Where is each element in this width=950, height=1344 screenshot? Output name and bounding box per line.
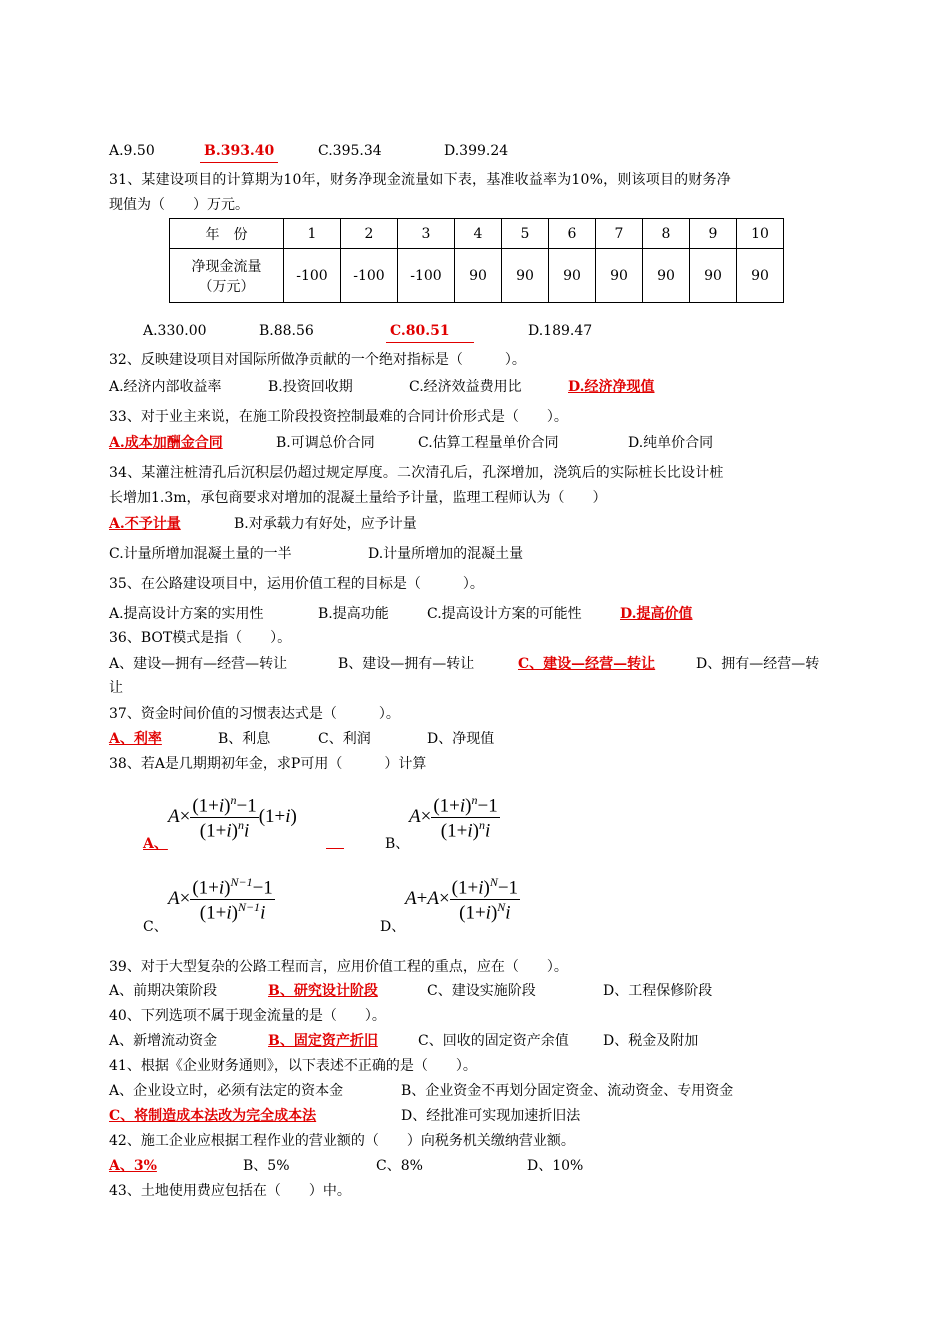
- q34-option-c: C.计量所增加混凝土量的一半: [109, 546, 292, 562]
- q33-option-b: B.可调总价合同: [276, 435, 375, 451]
- table-cell: 2: [341, 219, 398, 249]
- q30-option-d: D.399.24: [444, 143, 509, 159]
- q39-option-c: C、建设实施阶段: [427, 983, 536, 999]
- q37-option-a-answer: A、利率: [109, 731, 162, 747]
- q36-option-a: A、建设—拥有—经营—转让: [109, 656, 288, 672]
- row-label-line2: （万元）: [198, 278, 255, 295]
- table-cell: 8: [643, 219, 690, 249]
- q33-option-a-answer: A.成本加酬金合同: [109, 435, 223, 451]
- q31-option-b: B.88.56: [259, 323, 314, 339]
- cashflow-table: [169, 218, 784, 303]
- q42-option-a-answer: A、3%: [109, 1158, 157, 1174]
- q37-option-d: D、净现值: [427, 731, 495, 747]
- formula-option-c: A× $\frac{(1+i)^{N-1}-1}{(1+i)^{N-1}i}$: [168, 875, 273, 924]
- q34-option-b: B.对承载力有好处，应予计量: [234, 516, 417, 532]
- table-cell: -100: [284, 249, 341, 303]
- q32-option-b: B.投资回收期: [268, 379, 353, 395]
- q39-option-b-answer: B、研究设计阶段: [268, 983, 378, 999]
- q39-option-d: D、工程保修阶段: [603, 983, 713, 999]
- q31-option-a: A.330.00: [143, 323, 207, 339]
- q42-option-c: C、8%: [376, 1158, 423, 1174]
- q41-option-a: A、企业设立时，必须有法定的资本金: [109, 1083, 344, 1099]
- q40-option-d: D、税金及附加: [603, 1033, 699, 1049]
- table-cell: 4: [455, 219, 502, 249]
- q35-option-c: C.提高设计方案的可能性: [427, 606, 582, 622]
- q41-option-d: D、经批准可实现加速折旧法: [401, 1108, 581, 1124]
- q32-question: 32、反映建设项目对国际所做净贡献的一个绝对指标是（ ）。: [109, 352, 526, 368]
- q35-option-a: A.提高设计方案的实用性: [109, 606, 264, 622]
- q40-option-b-answer: B、固定资产折旧: [268, 1033, 378, 1049]
- q34-question-line2: 长增加1.3m，承包商要求对增加的混凝土量给予计量，监理工程师认为（ ）: [109, 490, 607, 506]
- q33-option-d: D.纯单价合同: [628, 435, 714, 451]
- q31-option-d: D.189.47: [528, 323, 593, 339]
- formula-option-b: A× $\frac{(1+i)^n-1}{(1+i)^ni}$: [409, 793, 498, 842]
- q36-option-c-answer: C、建设—经营—转让: [518, 656, 656, 672]
- table-cell: 90: [455, 249, 502, 303]
- q38-option-a-answer: A、: [143, 836, 168, 852]
- q37-question: 37、资金时间价值的习惯表达式是（ ）。: [109, 706, 400, 722]
- table-cell: -100: [341, 249, 398, 303]
- q35-option-b: B.提高功能: [318, 606, 389, 622]
- q42-question: 42、施工企业应根据工程作业的营业额的（ ）向税务机关缴纳营业额。: [109, 1133, 575, 1149]
- q35-option-d-answer: D.提高价值: [620, 606, 693, 622]
- q33-question: 33、对于业主来说，在施工阶段投资控制最难的合同计价形式是（ ）。: [109, 409, 568, 425]
- table-row-flows: [170, 249, 784, 303]
- table-cell: 90: [596, 249, 643, 303]
- q30-option-a: A.9.50: [109, 143, 155, 159]
- q30-option-c: C.395.34: [318, 143, 382, 159]
- q39-question: 39、对于大型复杂的公路工程而言，应用价值工程的重点，应在（ ）。: [109, 959, 568, 975]
- table-cell: 9: [690, 219, 737, 249]
- q31-option-c-answer: C.80.51: [386, 321, 474, 343]
- q36-option-b: B、建设—拥有—转让: [338, 656, 475, 672]
- q32-option-a: A.经济内部收益率: [109, 379, 222, 395]
- q32-option-d-answer: D.经济净现值: [568, 379, 655, 395]
- table-cell: 10: [737, 219, 784, 249]
- q36-option-d-continued: 让: [109, 680, 123, 696]
- q40-question: 40、下列选项不属于现金流量的是（ ）。: [109, 1008, 386, 1024]
- q42-option-b: B、5%: [243, 1158, 290, 1174]
- q38-option-b: B、: [385, 836, 410, 852]
- q41-question: 41、根据《企业财务通则》，以下表述不正确的是（ ）。: [109, 1058, 477, 1074]
- q41-option-b: B、企业资金不再划分固定资金、流动资金、专用资金: [401, 1083, 734, 1099]
- table-cell: 90: [549, 249, 596, 303]
- table-cell: 90: [502, 249, 549, 303]
- q38-option-c: C、: [143, 919, 168, 935]
- q41-option-c-answer: C、将制造成本法改为完全成本法: [109, 1108, 317, 1124]
- table-cell: 5: [502, 219, 549, 249]
- answer-underline-mark: [326, 834, 344, 849]
- q34-question-line1: 34、某灌注桩清孔后沉积层仍超过规定厚度。二次清孔后，孔深增加，浇筑后的实际桩长比设计桩: [109, 465, 724, 481]
- formula-option-a: A× $\frac{(1+i)^n-1}{(1+i)^ni}$ (1+i): [168, 793, 297, 842]
- q34-option-d: D.计量所增加的混凝土量: [368, 546, 524, 562]
- q31-question-line1: 31、某建设项目的计算期为10年，财务净现金流量如下表，基准收益率为10%，则该项目的财务净: [109, 172, 731, 188]
- q43-question: 43、土地使用费应包括在（ ）中。: [109, 1183, 351, 1199]
- table-cell: 7: [596, 219, 643, 249]
- q37-option-b: B、利息: [218, 731, 271, 747]
- table-cell: 6: [549, 219, 596, 249]
- q30-option-b-answer: B.393.40: [200, 141, 278, 163]
- q37-option-c: C、利润: [318, 731, 371, 747]
- q35-question: 35、在公路建设项目中，运用价值工程的目标是（ ）。: [109, 576, 484, 592]
- table-header-year: 年 份: [170, 219, 284, 249]
- q40-option-c: C、回收的固定资产余值: [418, 1033, 569, 1049]
- table-row-years: [170, 219, 784, 249]
- q36-option-d: D、拥有—经营—转: [696, 656, 820, 672]
- table-cell: 3: [398, 219, 455, 249]
- table-cell: 90: [643, 249, 690, 303]
- table-cell: -100: [398, 249, 455, 303]
- table-cell: 1: [284, 219, 341, 249]
- q38-question: 38、若A是几期期初年金，求P可用（ ）计算: [109, 756, 427, 772]
- table-cell: 90: [690, 249, 737, 303]
- table-row-label: [170, 249, 284, 303]
- table-cell: 90: [737, 249, 784, 303]
- q34-option-a-answer: A.不予计量: [109, 516, 181, 532]
- q38-option-d: D、: [380, 919, 406, 935]
- q40-option-a: A、新增流动资金: [109, 1033, 218, 1049]
- row-label-line1: 净现金流量: [191, 258, 262, 275]
- q36-question: 36、BOT模式是指（ ）。: [109, 630, 292, 646]
- q32-option-c: C.经济效益费用比: [409, 379, 522, 395]
- formula-option-d: A+A× $\frac{(1+i)^N-1}{(1+i)^Ni}$: [405, 875, 519, 924]
- q42-option-d: D、10%: [527, 1158, 584, 1174]
- q33-option-c: C.估算工程量单价合同: [418, 435, 559, 451]
- q31-question-line2: 现值为（ ）万元。: [109, 197, 249, 213]
- q39-option-a: A、前期决策阶段: [109, 983, 218, 999]
